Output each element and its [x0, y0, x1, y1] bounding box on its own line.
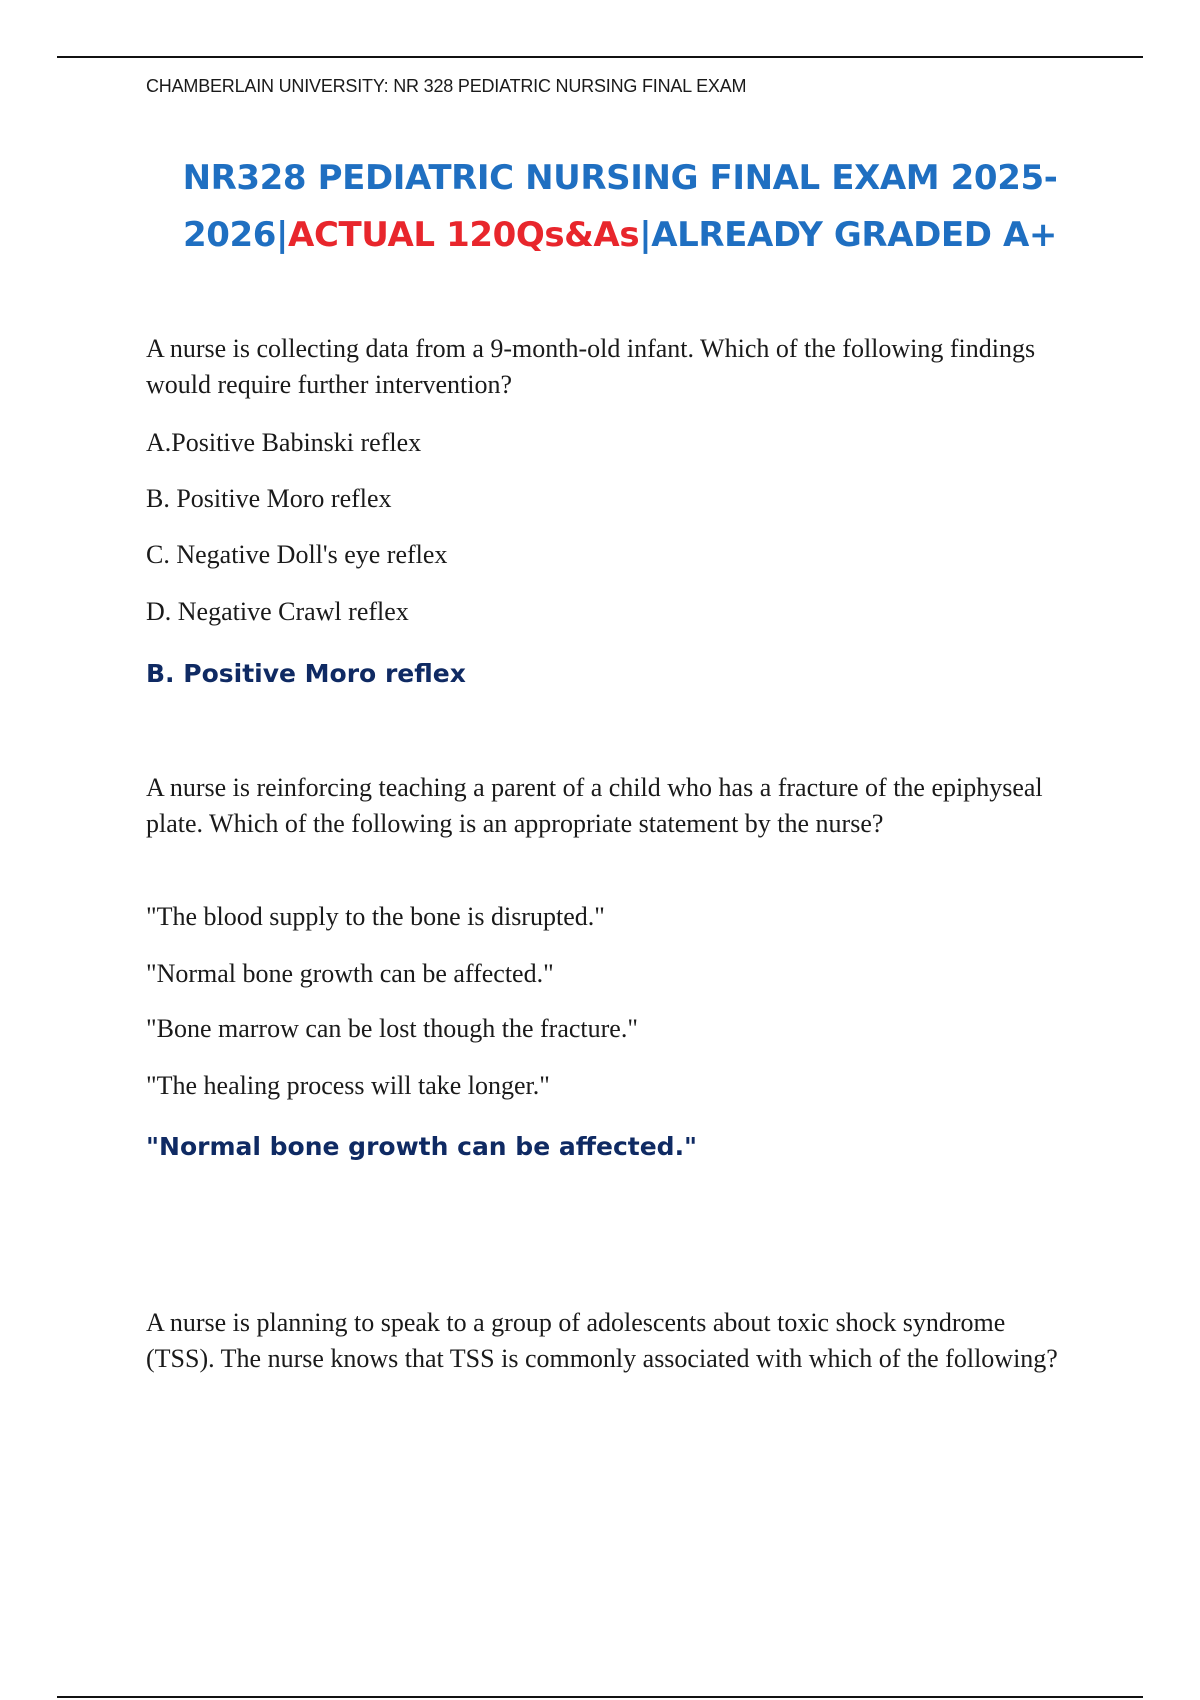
title-highlight: ACTUAL 120Qs&As [288, 215, 640, 255]
question-1-option-a: A.Positive Babinski reflex [146, 428, 422, 457]
question-2-option-a: "The blood supply to the bone is disrupted." [146, 902, 605, 931]
question-3-text: A nurse is planning to speak to a group of adolescents about toxic shock syndrome (TSS). The nurse knows that TSS is commonly associated with which of the following? [146, 1308, 1058, 1373]
question-1-answer: B. Positive Moro reflex [146, 659, 466, 688]
question-2-option-c: "Bone marrow can be lost though the fracture." [146, 1014, 638, 1043]
question-1-option-b: B. Positive Moro reflex [146, 484, 392, 513]
title-grade: |ALREADY GRADED A+ [639, 215, 1058, 255]
document-title [100, 150, 1140, 264]
page-header: CHAMBERLAIN UNIVERSITY: NR 328 PEDIATRIC NURSING FINAL EXAM [146, 76, 747, 96]
question-1-option-d: D. Negative Crawl reflex [146, 597, 409, 626]
question-1-text: A nurse is collecting data from a 9-month-old infant. Which of the following findings would require further intervention? [146, 334, 1036, 399]
bottom-rule [57, 1696, 1143, 1698]
question-1-option-c: C. Negative Doll's eye reflex [146, 540, 448, 569]
top-rule [57, 56, 1143, 58]
question-2-option-d: "The healing process will take longer." [146, 1071, 550, 1100]
title-year: 2026| [182, 215, 289, 255]
question-2-answer: "Normal bone growth can be affected." [146, 1132, 698, 1161]
question-2-option-b: "Normal bone growth can be affected." [146, 959, 554, 988]
title-line-1: NR328 PEDIATRIC NURSING FINAL EXAM 2025- [182, 158, 1058, 198]
question-2-text: A nurse is reinforcing teaching a parent of a child who has a fracture of the epiphyseal plate. Which of the following is an appropriate statement by the nurse? [146, 773, 1043, 838]
